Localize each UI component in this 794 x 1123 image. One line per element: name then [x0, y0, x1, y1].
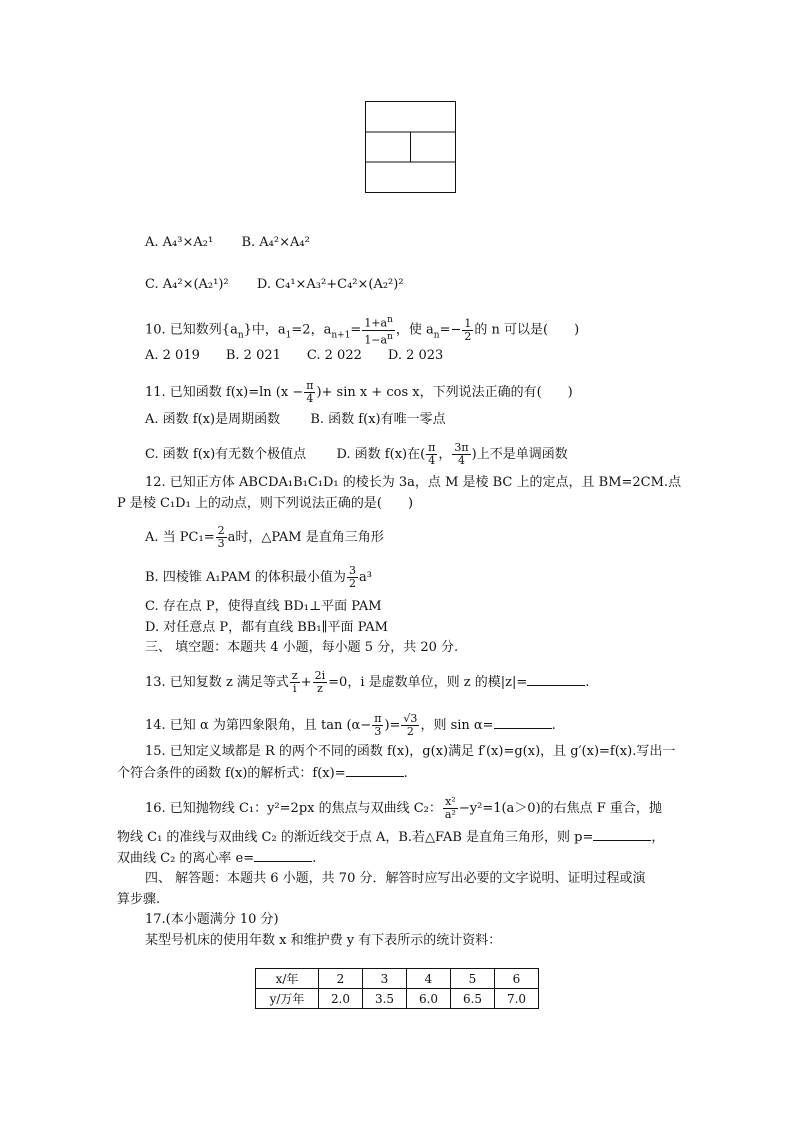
q10-options[interactable]: A. 2 019 B. 2 021 C. 2 022 D. 2 023: [145, 348, 444, 363]
q12-stem-line1: 12. 已知正方体 ABCDA₁B₁C₁D₁ 的棱长为 3a，点 M 是棱 BC 上的定点，且 BM=2CM.点: [145, 475, 682, 490]
table-row: [256, 989, 539, 1009]
q16-stem-line2: 物线 C₁ 的准线与双曲线 C₂ 的渐近线交于点 A，B.若△FAB 是直角三角形，则 p= ，: [117, 830, 665, 845]
q12-option-c[interactable]: C. 存在点 P，使得直线 BD₁⊥平面 PAM: [145, 599, 382, 614]
q9-option-a[interactable]: A. A₄³×A₂¹: [145, 235, 214, 250]
section3-heading: 三、 填空题：本题共 4 小题，每小题 5 分，共 20 分.: [145, 640, 459, 655]
q11-option-c[interactable]: C. 函数 f(x)有无数个极值点: [145, 447, 307, 462]
q13-answer-blank[interactable]: [527, 673, 585, 686]
table-cell: 6: [495, 969, 539, 989]
q16-stem-line1: 16. 已知抛物线 C₁：y²=2px 的焦点与双曲线 C₂： $\frac{\text{x²}}{\text{a²}}$ −y²=1(a＞0)的右焦点 F 重合，抛: [145, 795, 662, 821]
q11-row-ab: [145, 411, 446, 429]
q17-stats-table: [255, 968, 539, 1009]
q14-answer-blank[interactable]: [494, 716, 552, 729]
q15-stem-line2: 个符合条件的函数 f(x)的解析式：f(x)= .: [117, 766, 408, 781]
table-cell: 4: [407, 969, 451, 989]
q11-option-b[interactable]: B. 函数 f(x)有唯一零点: [310, 412, 446, 427]
q13-stem: 13. 已知复数 z 满足等式 $\frac{z}{i}$ + $\frac{2i}{z}$ =0，i 是虚数单位，则 z 的模|z|= .: [145, 669, 590, 695]
section4-heading-line1: 四、 解答题：本题共 6 小题，共 70 分．解答时应写出必要的文字说明、证明过程或演: [145, 871, 646, 886]
table-row: [256, 969, 539, 989]
table-cell: 3.5: [363, 989, 407, 1009]
table-cell: 3: [363, 969, 407, 989]
table-cell: 2: [319, 969, 363, 989]
q12-stem-line2: P 是棱 C₁D₁ 上的动点，则下列说法正确的是( ): [117, 496, 414, 511]
q11-row-cd: [145, 442, 568, 467]
q11-pi-fraction: $\frac{\pi}{4}$: [306, 379, 314, 405]
table-cell: 2.0: [319, 989, 363, 1009]
q11-option-a[interactable]: A. 函数 f(x)是周期函数: [145, 412, 281, 427]
q10-stem: 10. 已知数列$\{a_n\}$中，$a_1=2$，$a_{n+1}=$ $\frac{1+a^n}{1-a^n}$ ，使 $a_n=-$ $\frac{1}{2}$ 的 n 可以是( ): [145, 315, 580, 347]
q16-stem-line3: 双曲线 C₂ 的离心率 e= .: [117, 851, 317, 866]
q9-row-ab: [145, 234, 310, 252]
q14-stem: 14. 已知 α 为第四象限角，且 tan (α− $\frac{\pi}{3}$ )= $\frac{√3}{2}$ ，则 sin α= .: [145, 712, 556, 738]
table-cell: 5: [451, 969, 495, 989]
q16-answer-blank-e[interactable]: [254, 849, 312, 862]
q10-recurrence-fraction: $\frac{1+a^n}{1-a^n}$: [364, 315, 393, 347]
q9-option-b[interactable]: B. A₄²×A₄²: [241, 235, 310, 250]
q17-title: 17.(本小题满分 10 分): [145, 912, 279, 927]
q10-half-fraction: $\frac{1}{2}$: [464, 316, 472, 343]
q15-answer-blank[interactable]: [346, 764, 404, 777]
region-diagram: [365, 101, 456, 193]
q12-option-a[interactable]: A. 当 PC₁= $\frac{2}{3}$ a时，△PAM 是直角三角形: [145, 524, 384, 550]
q9-option-d[interactable]: D. C₄¹×A₃²+C₄²×(A₂²)²: [256, 277, 404, 292]
table-cell: 7.0: [495, 989, 539, 1009]
table-cell: 6.0: [407, 989, 451, 1009]
table-header-y: y/万年: [256, 989, 319, 1009]
q12-option-b[interactable]: B. 四棱锥 A₁PAM 的体积最小值为 $\frac{3}{2}$ a³: [145, 564, 372, 590]
q16-answer-blank-p[interactable]: [593, 828, 651, 841]
q11-option-d[interactable]: D. 函数 f(x)在( $\frac{\pi}{4}$ ， $\frac{3\pi}{4}$ )上不是单调函数: [336, 441, 568, 467]
q9-row-cd: [145, 276, 404, 294]
q11-stem: 11. 已知函数 f(x)=ln (x − $\frac{\pi}{4}$ )+ sin x + cos x，下列说法正确的有( ): [145, 379, 573, 405]
q12-option-d[interactable]: D. 对任意点 P，都有直线 BB₁∥平面 PAM: [145, 620, 388, 635]
q17-stem: 某型号机床的使用年数 x 和维护费 y 有下表所示的统计资料：: [145, 933, 502, 948]
q9-option-c[interactable]: C. A₄²×(A₂¹)²: [145, 277, 229, 292]
q15-stem-line1: 15. 已知定义域都是 R 的两个不同的函数 f(x)，g(x)满足 f′(x)=g(x)，且 g′(x)=f(x).写出一: [145, 744, 676, 759]
table-header-x: x/年: [256, 969, 319, 989]
section4-heading-line2: 算步骤.: [117, 892, 161, 907]
table-cell: 6.5: [451, 989, 495, 1009]
